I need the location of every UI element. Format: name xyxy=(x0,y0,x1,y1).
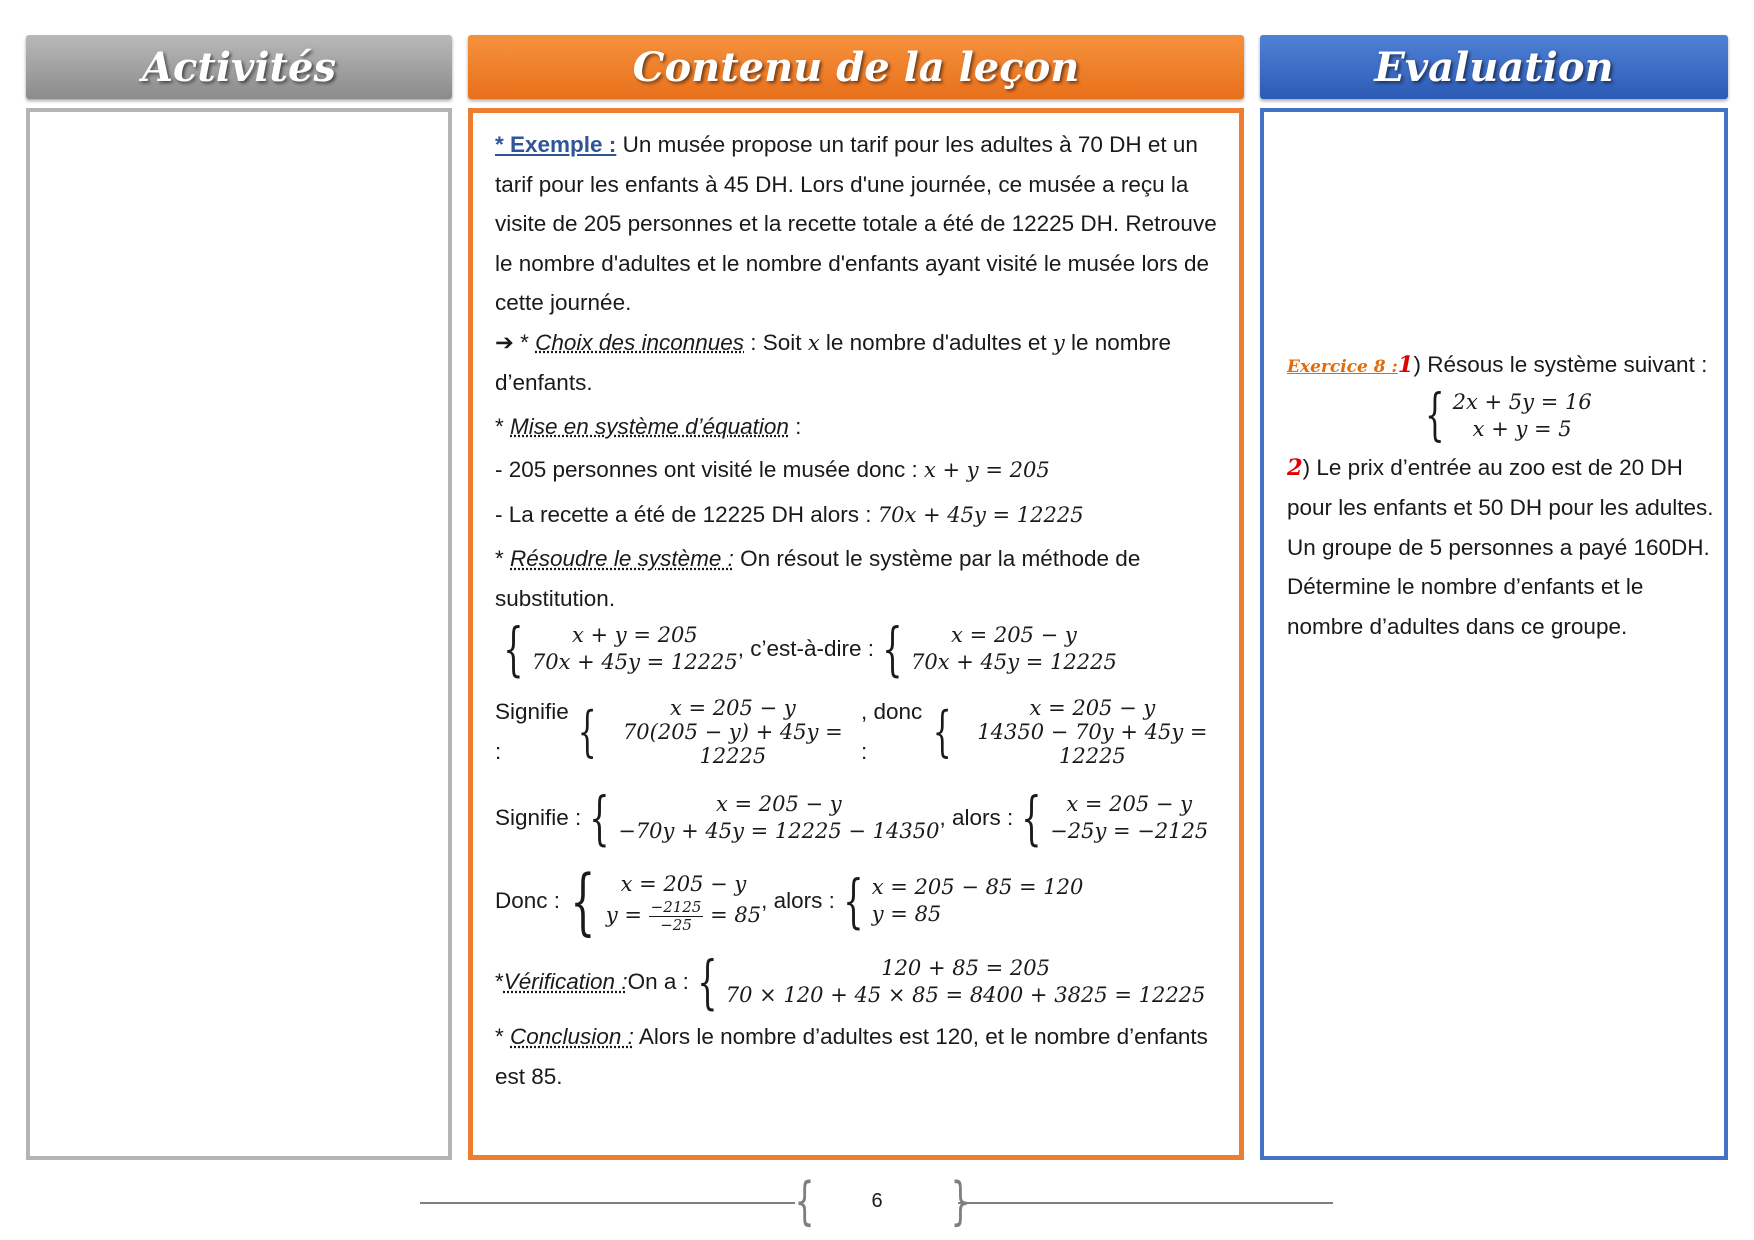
fraction-den: −25 xyxy=(660,915,692,934)
eq: 120 + 85 = 205 xyxy=(881,956,1050,980)
evaluation-content xyxy=(1287,345,1717,646)
choix-text-3: le nombre d’enfants. xyxy=(495,329,1172,395)
mise-star: * xyxy=(495,413,511,439)
system-4a xyxy=(606,869,761,934)
choix-label: Choix des inconnues xyxy=(535,329,745,355)
footer-bracket-left: { xyxy=(794,1172,815,1232)
system-1a xyxy=(532,622,738,676)
resoudre-text: On résout le système par la méthode de substitution. xyxy=(495,546,1141,611)
eq: y = 85 xyxy=(871,902,942,926)
concl-star: * xyxy=(495,1024,511,1049)
header-contenu xyxy=(468,35,1244,99)
eq: 70x + 45y = 12225 xyxy=(910,650,1117,674)
verif-star: * xyxy=(495,969,504,995)
system-3a xyxy=(618,791,939,845)
concl-text: Alors le nombre d’adultes est 120, et le nombre d’enfants est 85. xyxy=(495,1024,1208,1089)
verif-label: Vérification : xyxy=(503,969,628,995)
signifie-label: Signifie : xyxy=(495,805,582,831)
mise-label: Mise en système d’équation xyxy=(510,413,789,439)
var-y: y xyxy=(1052,330,1065,355)
eq-fraction-row xyxy=(606,899,761,934)
choix-text-1: : Soit xyxy=(744,329,808,355)
eq: 70(205 − y) + 45y = 12225 xyxy=(622,719,843,768)
sep-cad: , c’est-à-dire : xyxy=(737,636,875,662)
eq: −25y = −2125 xyxy=(1050,819,1209,843)
exemple-paragraph xyxy=(495,125,1225,323)
header-evaluation-label: Evaluation xyxy=(1374,43,1614,91)
line1 xyxy=(495,450,1225,491)
eq: x + y = 205 xyxy=(571,623,698,647)
verif-text: On a : xyxy=(627,969,689,995)
q2-paren: ) xyxy=(1302,454,1311,480)
system-row-2 xyxy=(495,692,1225,771)
choix-paragraph xyxy=(495,323,1225,403)
concl-label: Conclusion : xyxy=(510,1024,634,1049)
exercise-q1 xyxy=(1287,345,1717,388)
eq: x = 205 − y xyxy=(1066,792,1193,816)
system-3b xyxy=(1050,791,1208,845)
brace: { xyxy=(578,699,598,763)
eq: x + y = 5 xyxy=(1472,416,1572,441)
eq: x = 205 − y xyxy=(1029,695,1156,720)
eq: 14350 − 70y + 45y = 12225 xyxy=(977,719,1208,768)
eq: x = 205 − y xyxy=(715,792,842,816)
fraction xyxy=(649,899,704,934)
eq: −70y + 45y = 12225 − 14350 xyxy=(618,819,940,843)
activites-panel xyxy=(26,108,452,1160)
exercise-label: Exercice 8 : xyxy=(1287,357,1398,377)
system-row-4 xyxy=(495,859,1225,943)
system-1b xyxy=(911,622,1117,676)
brace: { xyxy=(882,615,903,683)
q2-number: 2 xyxy=(1287,454,1303,481)
line2 xyxy=(495,495,1225,536)
header-contenu-label: Contenu de la leçon xyxy=(632,43,1080,91)
eq: x = 205 − y xyxy=(620,871,747,896)
brace: { xyxy=(1021,784,1042,852)
choix-text-2: le nombre d'adultes et xyxy=(819,329,1053,355)
header-activites-label: Activités xyxy=(142,43,336,91)
eq-y: y = xyxy=(605,902,649,927)
sep-alors: , alors : xyxy=(939,805,1014,831)
header-evaluation xyxy=(1260,35,1728,99)
fraction-num: −2125 xyxy=(650,897,702,916)
line1-eq: x + y = 205 xyxy=(924,458,1050,482)
line1-text: - 205 personnes ont visité le musée donc : xyxy=(495,457,924,482)
q1-paren: ) xyxy=(1413,352,1421,377)
signifie-label: Signifie : xyxy=(495,699,569,764)
eq: x = 205 − y xyxy=(951,623,1077,647)
var-x: x xyxy=(807,330,820,355)
eq: x = 205 − 85 = 120 xyxy=(871,875,1084,899)
q1-system-row xyxy=(1417,382,1717,448)
verification-row xyxy=(495,948,1225,1016)
brace: { xyxy=(589,784,610,852)
eq-result: = 85 xyxy=(703,902,762,927)
brace: { xyxy=(843,867,864,935)
mise-paragraph xyxy=(495,407,1225,447)
brace: { xyxy=(933,699,953,763)
q1-number: 1 xyxy=(1397,352,1414,378)
q2-text-2: Un groupe de 5 personnes a payé 160DH. xyxy=(1287,534,1710,560)
donc-label: Donc : xyxy=(495,888,561,914)
resoudre-label: Résoudre le système : xyxy=(510,546,734,571)
footer-line-right xyxy=(958,1202,1333,1204)
eq: 70x + 45y = 12225 xyxy=(531,650,738,674)
brace: { xyxy=(503,615,524,683)
brace: { xyxy=(1425,382,1445,448)
exemple-title: * Exemple : xyxy=(495,132,617,157)
exemple-text: Un musée propose un tarif pour les adultes à 70 DH et un tarif pour les enfants à 45 DH. Lors d'une journée, ce musée a reçu la visite de 205 personnes et la recette totale a été de 12225 DH. Retrouve le nombre d'adultes et le nombre d'enfants ayant visité le musée lors de cette journée. xyxy=(495,132,1217,315)
system-5 xyxy=(726,955,1206,1009)
sep-donc: , donc : xyxy=(860,699,923,764)
lesson-content xyxy=(495,125,1225,1096)
system-row-3 xyxy=(495,784,1225,852)
system-2a xyxy=(605,696,861,768)
resoudre-paragraph xyxy=(495,539,1225,618)
mise-colon: : xyxy=(788,413,802,439)
sep-alors: , alors : xyxy=(761,888,835,914)
system-2b xyxy=(960,696,1225,768)
page-number: 6 xyxy=(871,1190,883,1212)
arrow-icon: ➔ * xyxy=(495,329,529,355)
footer-bracket-right: } xyxy=(950,1172,971,1232)
q2-text: Le prix d’entrée au zoo est de 20 DH pour les enfants et 50 DH pour les adultes. xyxy=(1287,454,1714,520)
q1-text: Résous le système suivant : xyxy=(1420,352,1708,377)
resoudre-star: * xyxy=(495,546,511,571)
footer-line-left xyxy=(420,1202,795,1204)
brace: { xyxy=(697,948,718,1016)
header-activites xyxy=(26,35,452,99)
q2-text-3: Détermine le nombre d’enfants et le nombre d’adultes dans ce groupe. xyxy=(1287,574,1644,639)
exercise-q2 xyxy=(1287,448,1717,528)
line2-eq: 70x + 45y = 12225 xyxy=(877,502,1084,527)
q1-system xyxy=(1453,389,1592,443)
eq: x = 205 − y xyxy=(670,695,796,720)
eq: 2x + 5y = 16 xyxy=(1452,389,1592,414)
line2-text: - La recette a été de 12225 DH alors : xyxy=(495,501,878,527)
eq: 70 × 120 + 45 × 85 = 8400 + 3825 = 12225 xyxy=(725,983,1206,1007)
conclusion-paragraph xyxy=(495,1017,1225,1096)
system-4b xyxy=(872,874,1084,928)
brace: { xyxy=(570,859,596,943)
system-row-1 xyxy=(495,615,1225,683)
